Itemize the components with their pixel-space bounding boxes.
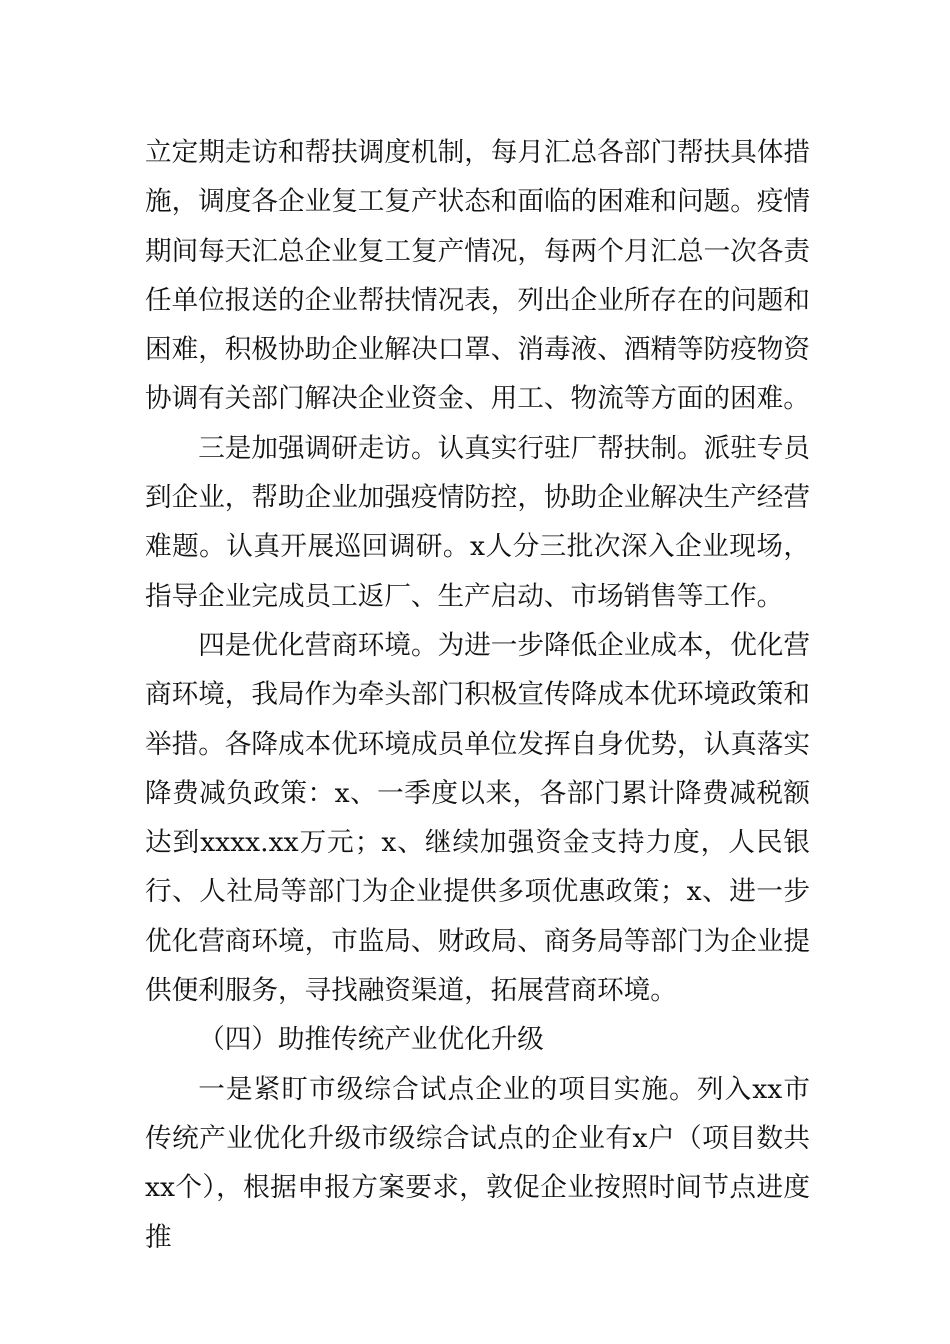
- paragraph-mechanism: 立定期走访和帮扶调度机制，每月汇总各部门帮扶具体措施，调度各企业复工复产状态和面临的困难和问题。疫情期间每天汇总企业复工复产情况，每两个月汇总一次各责任单位报送的企业帮扶情况表，列出企业所存在的问题和困难，积极协助企业解决口罩、消毒液、酒精等防疫物资协调有关部门解决企业资金、用工、物流等方面的困难。: [145, 137, 810, 415]
- paragraph-pilot-enterprises: 一是紧盯市级综合试点企业的项目实施。列入xx市传统产业优化升级市级综合试点的企业有x户（项目数共xx个），根据申报方案要求，敦促企业按照时间节点进度推: [145, 1073, 810, 1253]
- document-body: [145, 128, 810, 1262]
- paragraph-research-visits: 三是加强调研走访。认真实行驻厂帮扶制。派驻专员到企业，帮助企业加强疫情防控，协助企业解决生产经营难题。认真开展巡回调研。x人分三批次深入企业现场，指导企业完成员工返厂、生产启动、市场销售等工作。: [145, 432, 810, 612]
- section-heading: （四）助推传统产业优化升级: [198, 1024, 544, 1056]
- paragraph-business-environment: 四是优化营商环境。为进一步降低企业成本，优化营商环境，我局作为牵头部门积极宣传降成本优环境政策和举措。各降成本优环境成员单位发挥自身优势，认真落实降费减负政策：x、一季度以来，各部门累计降费减税额达到xxxx.xx万元；x、继续加强资金支持力度，人民银行、人社局等部门为企业提供多项优惠政策；x、进一步优化营商环境，市监局、财政局、商务局等部门为企业提供便利服务，寻找融资渠道，拓展营商环境。: [145, 629, 810, 1007]
